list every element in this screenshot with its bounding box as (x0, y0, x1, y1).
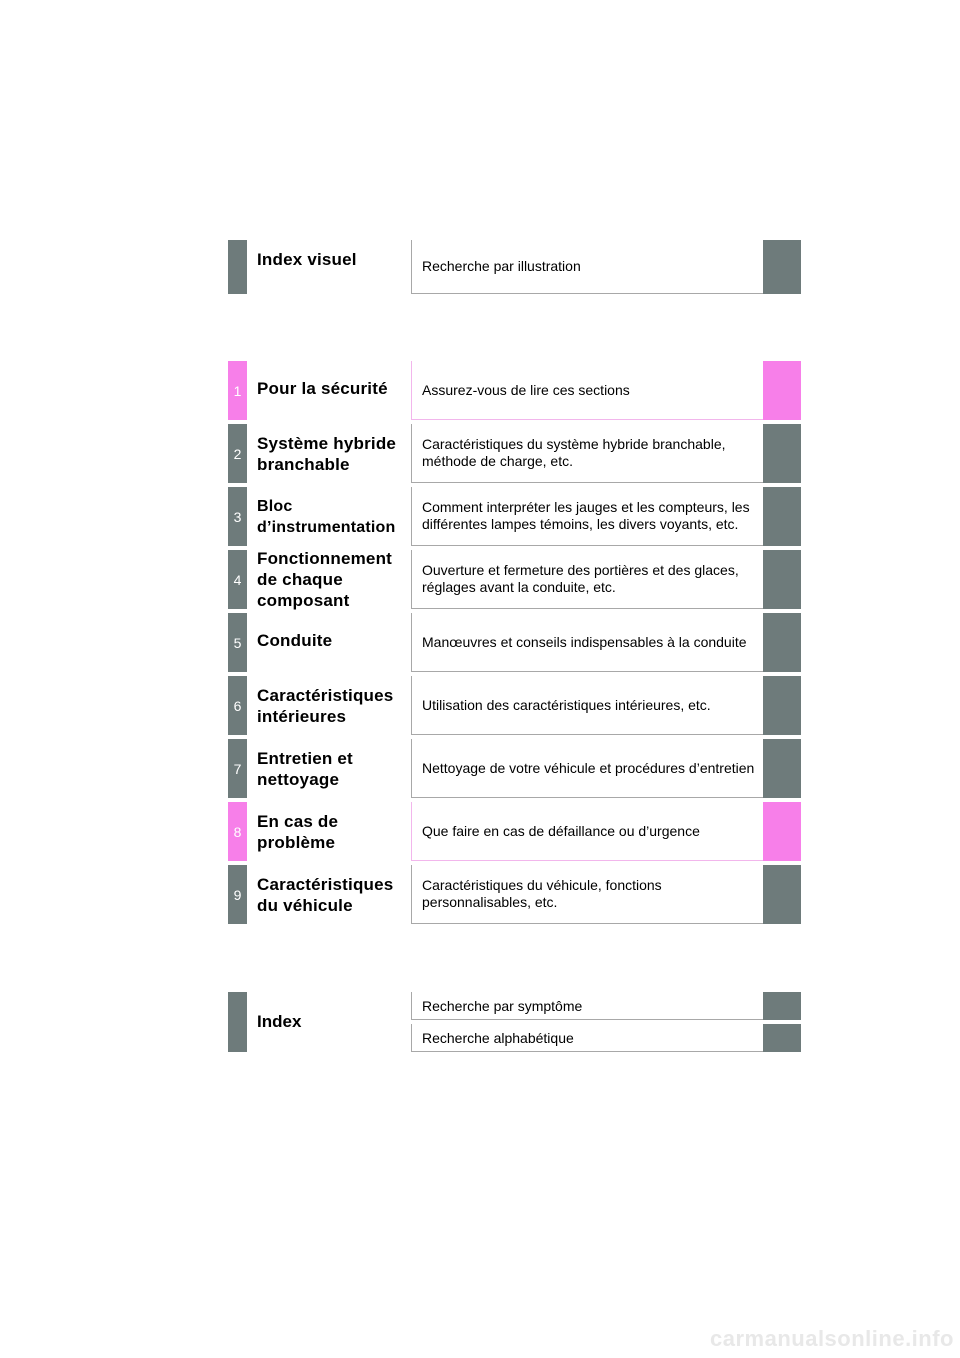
chapter-row-2[interactable] (228, 424, 801, 483)
chapter-number: 9 (228, 865, 247, 924)
watermark: carmanualsonline.info (710, 1326, 954, 1351)
index-item-alphabetical[interactable]: Recherche alphabétique (411, 1024, 763, 1052)
chapter-number: 5 (228, 613, 247, 672)
index-title: Index (257, 1012, 302, 1031)
chapter-desc: Assurez-vous de lire ces sections (411, 361, 763, 420)
chapter-tab-5[interactable] (763, 613, 801, 672)
chapter-title: Entretien et nettoyage (257, 748, 353, 789)
chapter-number: 7 (228, 739, 247, 798)
chapter-number: 3 (228, 487, 247, 546)
chapter-tab-1[interactable] (763, 361, 801, 420)
chapter-title: Bloc d’instrumentation (257, 497, 396, 536)
index-tab-alphabetical[interactable] (763, 1024, 801, 1052)
visual-index-tab-left (228, 240, 247, 294)
chapter-desc: Utilisation des caractéristiques intérieures, etc. (411, 676, 763, 735)
chapter-number: 4 (228, 550, 247, 609)
chapter-row-6[interactable] (228, 676, 801, 735)
chapter-tab-7[interactable] (763, 739, 801, 798)
chapter-desc: Nettoyage de votre véhicule et procédures d’entretien (411, 739, 763, 798)
chapter-title: Fonctionnement de chaque composant (257, 549, 393, 610)
chapter-row-4[interactable] (228, 550, 801, 609)
chapter-row-7[interactable] (228, 739, 801, 798)
chapter-tab-4[interactable] (763, 550, 801, 609)
visual-index-tab[interactable] (763, 240, 801, 294)
chapter-tab-3[interactable] (763, 487, 801, 546)
chapter-tab-8[interactable] (763, 802, 801, 861)
chapter-desc: Manœuvres et conseils indispensables à la conduite (411, 613, 763, 672)
chapter-title: Système hybride branchable (257, 433, 397, 474)
chapter-row-1[interactable] (228, 361, 801, 420)
chapter-tab-9[interactable] (763, 865, 801, 924)
visual-index-title: Index visuel (257, 250, 357, 269)
chapter-number: 6 (228, 676, 247, 735)
index-item-symptom[interactable]: Recherche par symptôme (411, 992, 763, 1020)
chapter-desc: Comment interpréter les jauges et les compteurs, les différentes lampes témoins, les divers voyants, etc. (411, 487, 763, 546)
visual-index-row[interactable] (228, 240, 801, 294)
index-tab-symptom[interactable] (763, 992, 801, 1020)
chapter-title: Pour la sécurité (257, 379, 388, 398)
chapter-desc: Caractéristiques du système hybride branchable, méthode de charge, etc. (411, 424, 763, 483)
chapter-desc: Caractéristiques du véhicule, fonctions personnalisables, etc. (411, 865, 763, 924)
chapter-number: 1 (228, 361, 247, 420)
chapter-tab-6[interactable] (763, 676, 801, 735)
chapter-row-5[interactable] (228, 613, 801, 672)
chapter-desc: Que faire en cas de défaillance ou d’urgence (411, 802, 763, 861)
chapter-number: 2 (228, 424, 247, 483)
chapter-row-8[interactable] (228, 802, 801, 861)
chapter-title: En cas de problème (257, 811, 339, 852)
chapter-row-9[interactable] (228, 865, 801, 924)
chapter-tab-2[interactable] (763, 424, 801, 483)
chapter-number: 8 (228, 802, 247, 861)
index-tab-left (228, 992, 247, 1052)
chapter-title: Conduite (257, 631, 333, 650)
chapter-desc: Ouverture et fermeture des portières et des glaces, réglages avant la conduite, etc. (411, 550, 763, 609)
chapter-row-3[interactable] (228, 487, 801, 546)
visual-index-desc: Recherche par illustration (411, 240, 763, 294)
chapter-title: Caractéristiques intérieures (257, 685, 394, 726)
chapter-title: Caractéristiques du véhicule (257, 874, 394, 915)
